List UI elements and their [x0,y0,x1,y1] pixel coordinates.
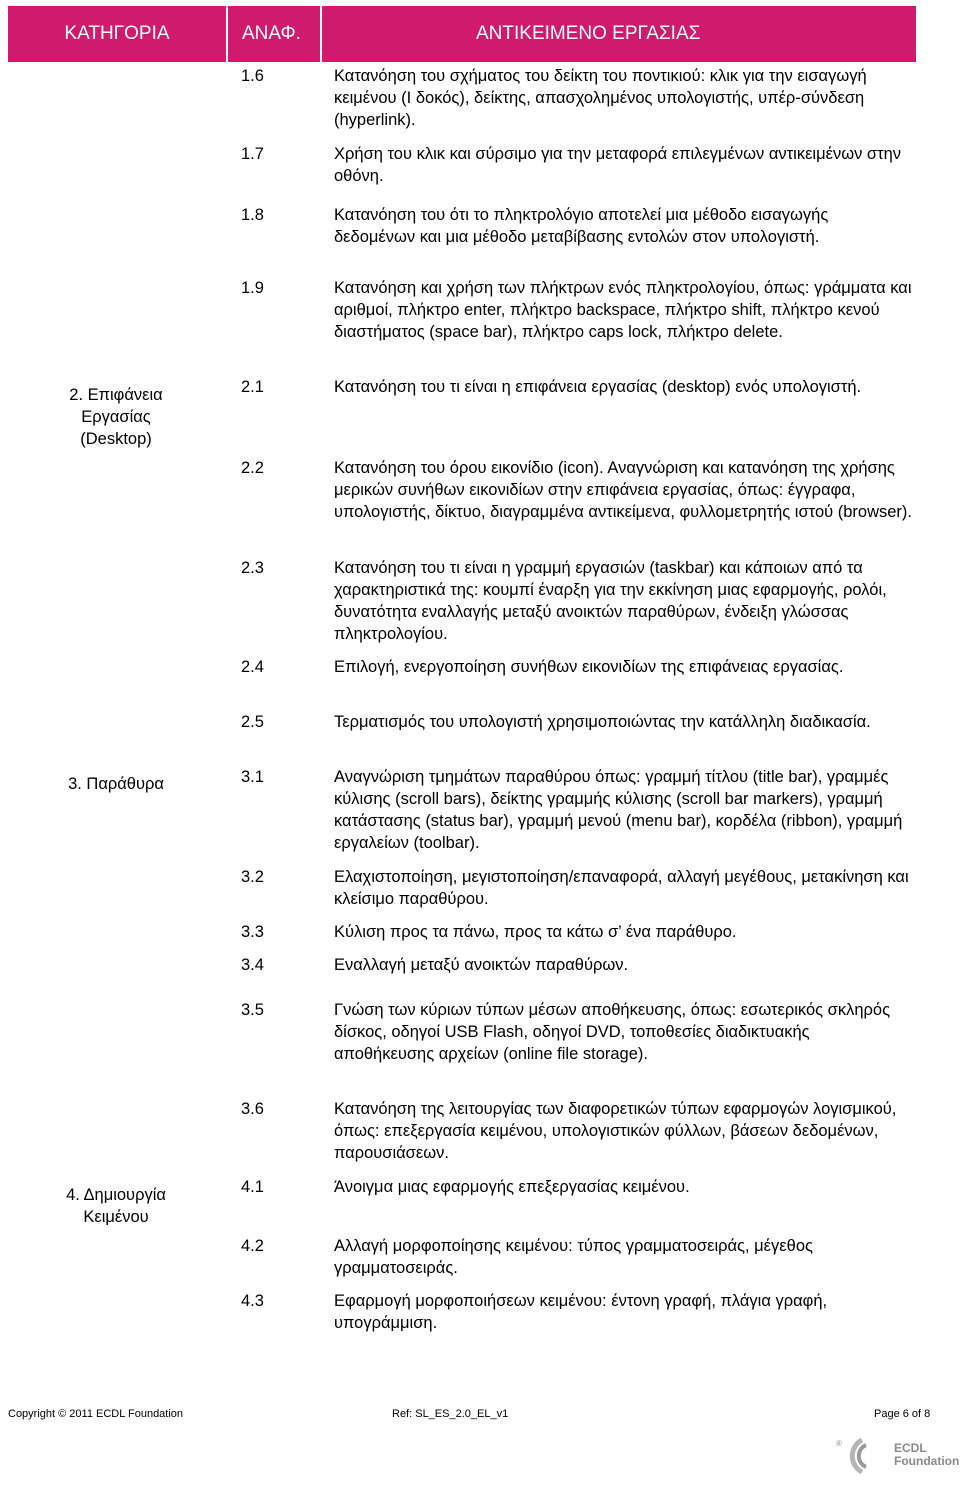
category-word-processing [0,1184,232,1228]
ref-2-4: 2.4 [241,658,264,676]
desc-2-5: Τερματισμός του υπολογιστή χρησιμοποιώντας την κατάλληλη διαδικασία. [334,713,871,731]
ref-2-2: 2.2 [241,459,264,477]
ref-3-4: 3.4 [241,956,264,974]
header-ref-label: ΑΝΑΦ. [242,23,301,44]
desc-3-5: Γνώση των κύριων τύπων μέσων αποθήκευσης, όπως: εσωτερικός σκληρός δίσκος, οδηγοί USB Flash, οδηγοί DVD, τοποθεσίες διαδικτυακής αποθήκευσης αρχείων (online file storage). [334,1001,891,1063]
ecdl-logo-line2: Foundation [894,1454,960,1468]
desc-1-6: Κατανόηση του σχήματος του δείκτη του ποντικιού: κλικ για την εισαγωγή κειμένου (I δοκός), δείκτης, απασχολημένος υπολογιστής, υπέρ-σύνδεση (hyperlink). [334,67,867,129]
ref-1-7: 1.7 [241,145,264,163]
footer-copyright: Copyright © 2011 ECDL Foundation [8,1408,184,1420]
category-windows-line1: 3. Παράθυρα [68,775,164,793]
ref-1-8: 1.8 [241,206,264,224]
footer-page: Page 6 of 8 [874,1408,931,1420]
desc-3-6: Κατανόηση της λειτουργίας των διαφορετικών τύπων εφαρμογών λογισμικού, όπως: επεξεργασία κειμένου, υπολογιστικών φύλλων, βάσεων δεδομένων, παρουσιάσεων. [334,1100,897,1162]
desc-4-3: Εφαρμογή μορφοποιήσεων κειμένου: έντονη γραφή, πλάγια γραφή, υπογράμμιση. [334,1292,828,1332]
category-desktop-line3: (Desktop) [80,430,152,448]
ref-3-6: 3.6 [241,1100,264,1118]
category-word-processing-line2: Κειμένου [83,1208,149,1226]
category-desktop [0,384,232,450]
ref-2-5: 2.5 [241,713,264,731]
ref-3-1: 3.1 [241,768,264,786]
desc-1-8: Κατανόηση του ότι το πληκτρολόγιο αποτελεί μια μέθοδο εισαγωγής δεδομένων και μια μέθοδο μεταβίβασης εντολών στον υπολογιστή. [334,206,829,246]
desc-3-1: Αναγνώριση τμημάτων παραθύρου όπως: γραμμή τίτλου (title bar), γραμμές κύλισης (scroll bars), δείκτης γραμμής κύλισης (scroll bar markers), γραμμή κατάστασης (status bar), γραμμή μενού (menu bar), κορδέλα (ribbon), γραμμή εργαλείων (toolbar). [334,768,903,852]
footer-ref: Ref: SL_ES_2.0_EL_v1 [392,1408,509,1420]
desc-4-2: Αλλαγή μορφοποίησης κειμένου: τύπος γραμματοσειράς, μέγεθος γραμματοσειράς. [334,1237,813,1277]
category-windows [0,773,232,795]
ecdl-logo [836,1436,960,1474]
desc-2-2: Κατανόηση του όρου εικονίδιο (icon). Αναγνώριση και κατανόηση της χρήσης μερικών συνήθων εικονιδίων στην επιφάνεια εργασίας, όπως: έγγραφα, υπολογιστής, δίκτυο, διαγραμμένα αντικείμενα, φυλλομετρητής ιστού (browser). [334,459,912,521]
header-task-item [322,6,916,62]
header-ref [228,6,320,62]
desc-2-3: Κατανόηση του τι είναι η γραμμή εργασιών (taskbar) και κάποιων από τα χαρακτηριστικά της: κουμπί έναρξη για την εκκίνηση μιας εφαρμογής, ρολόι, δυνατότητα εναλλαγής μεταξύ ανοικτών παραθύρων, ένδειξη γλώσσας πληκτρολογίου. [334,559,887,643]
ref-3-2: 3.2 [241,868,264,886]
ref-2-3: 2.3 [241,559,264,577]
ref-3-5: 3.5 [241,1001,264,1019]
desc-4-1: Άνοιγμα μιας εφαρμογής επεξεργασίας κειμένου. [334,1178,690,1196]
ecdl-logo-line1: ECDL [894,1441,927,1455]
ref-1-9: 1.9 [241,279,264,297]
header-task-item-label: ΑΝΤΙΚΕΙΜΕΝΟ ΕΡΓΑΣΙΑΣ [476,23,701,44]
category-word-processing-line1: 4. Δημιουργία [66,1186,166,1204]
desc-1-9: Κατανόηση και χρήση των πλήκτρων ενός πληκτρολογίου, όπως: γράμματα και αριθμοί, πλήκτρο enter, πλήκτρο backspace, πλήκτρο shift, πλήκτρο κενού διαστήματος (space bar), πλήκτρο caps lock, πλήκτρο delete. [334,279,912,341]
desc-3-4: Εναλλαγή μεταξύ ανοικτών παραθύρων. [334,956,629,974]
category-desktop-line2: Εργασίας [81,408,151,426]
desc-2-1: Κατανόηση του τι είναι η επιφάνεια εργασίας (desktop) ενός υπολογιστή. [334,378,862,396]
desc-2-4: Επιλογή, ενεργοποίηση συνήθων εικονιδίων της επιφάνειας εργασίας. [334,658,844,676]
ref-3-3: 3.3 [241,923,264,941]
ref-4-3: 4.3 [241,1292,264,1310]
desc-3-2: Ελαχιστοποίηση, μεγιστοποίηση/επαναφορά, αλλαγή μεγέθους, μετακίνηση και κλείσιμο παραθύρου. [334,868,909,908]
header-category-label: ΚΑΤΗΓΟΡΙΑ [64,23,170,44]
desc-1-7: Χρήση του κλικ και σύρσιμο για την μεταφορά επιλεγμένων αντικειμένων στην οθόνη. [334,145,902,185]
category-desktop-line1: 2. Επιφάνεια [69,386,163,404]
desc-3-3: Κύλιση προς τα πάνω, προς τα κάτω σ’ ένα παράθυρο. [334,923,737,941]
ref-4-1: 4.1 [241,1178,264,1196]
ref-2-1: 2.1 [241,378,264,396]
ref-4-2: 4.2 [241,1237,264,1255]
header-category [8,6,226,62]
svg-text:®: ® [836,1439,842,1448]
ref-1-6: 1.6 [241,67,264,85]
